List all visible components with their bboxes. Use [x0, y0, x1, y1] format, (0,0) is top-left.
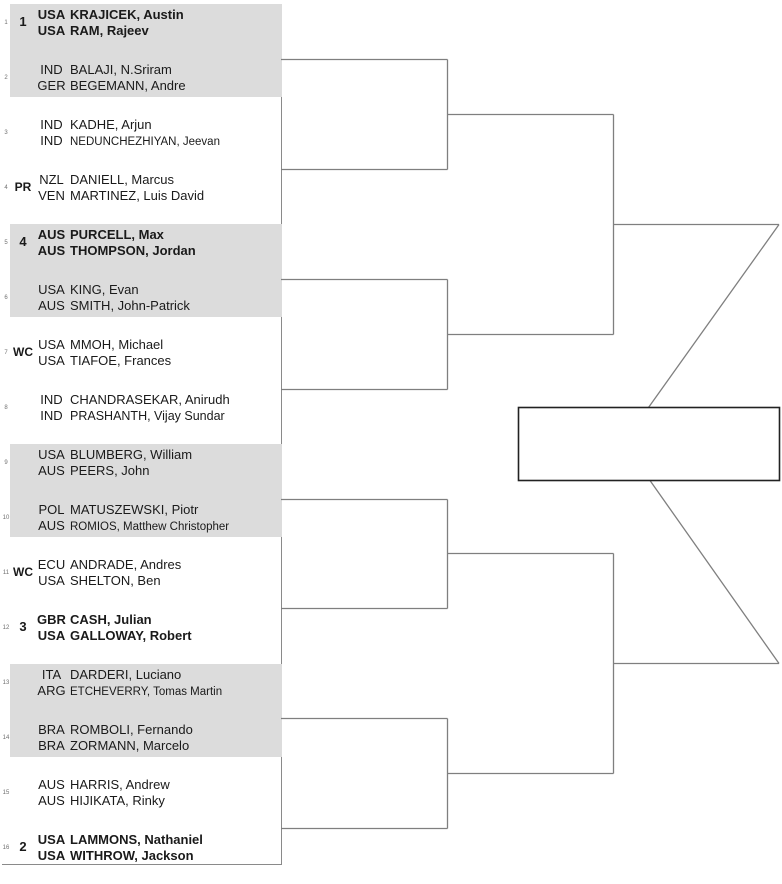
player-line — [36, 848, 194, 864]
player-name: MMOH, Michael — [70, 337, 164, 352]
country-code: ECU — [37, 557, 66, 572]
player-name: KRAJICEK, Austin — [70, 7, 184, 22]
draw-entry — [0, 829, 281, 884]
player-name: MATUSZEWSKI, Piotr — [70, 502, 199, 517]
draw-entry — [0, 444, 281, 499]
player-line — [36, 172, 174, 188]
player-name: WITHROW, Jackson — [70, 848, 194, 863]
draw-entry — [0, 664, 281, 719]
country-code: USA — [37, 628, 66, 643]
player-line — [36, 557, 181, 573]
player-line — [36, 392, 230, 408]
bracket-connector-diagonal — [650, 481, 779, 664]
player-line — [36, 78, 186, 94]
draw-entry — [0, 389, 281, 444]
player-name: SMITH, John-Patrick — [70, 298, 190, 313]
seed-label: 4 — [19, 234, 27, 249]
player-line — [36, 573, 161, 589]
player-line — [36, 463, 150, 479]
player-name: PRASHANTH, Vijay Sundar — [70, 409, 225, 423]
country-code: GER — [37, 78, 66, 93]
country-code: USA — [37, 848, 66, 863]
player-line — [36, 243, 196, 259]
draw-position-number: 13 — [2, 680, 10, 686]
player-name: BALAJI, N.Sriram — [70, 62, 172, 77]
player-line — [36, 23, 149, 39]
player-name: DARDERI, Luciano — [70, 667, 182, 682]
country-code: POL — [38, 502, 65, 517]
player-name: ROMBOLI, Fernando — [70, 722, 193, 737]
country-code: GBR — [37, 612, 66, 627]
player-name: HIJIKATA, Rinky — [70, 793, 165, 808]
country-code: USA — [38, 447, 65, 462]
country-code: IND — [40, 117, 63, 132]
player-line — [36, 62, 172, 78]
player-name: BEGEMANN, Andre — [70, 78, 186, 93]
draw-position-number: 2 — [4, 75, 8, 81]
draw-entry — [0, 609, 281, 664]
player-name: HARRIS, Andrew — [70, 777, 170, 792]
player-name: CASH, Julian — [70, 612, 152, 627]
player-name: BLUMBERG, William — [70, 447, 193, 462]
player-name: SHELTON, Ben — [70, 573, 161, 588]
draw-entry — [0, 59, 281, 114]
country-code: USA — [37, 7, 66, 22]
country-code: USA — [38, 573, 65, 588]
country-code: IND — [40, 62, 63, 77]
country-code: IND — [40, 408, 63, 423]
player-line — [36, 832, 203, 848]
seed-label: 2 — [19, 839, 27, 854]
player-line — [36, 117, 152, 133]
player-name: ROMIOS, Matthew Christopher — [70, 521, 230, 533]
country-code: USA — [38, 337, 65, 352]
draw-entry — [0, 554, 281, 609]
player-name: THOMPSON, Jordan — [70, 243, 196, 258]
player-name: RAM, Rajeev — [70, 23, 149, 38]
player-line — [36, 227, 164, 243]
player-name: DANIELL, Marcus — [70, 172, 175, 187]
country-code: AUS — [37, 227, 66, 242]
country-code: USA — [37, 832, 66, 847]
draw-position-number: 12 — [2, 625, 10, 631]
country-code: AUS — [38, 518, 65, 533]
draw-position-number: 1 — [4, 20, 8, 26]
draw-position-number: 4 — [4, 185, 8, 191]
draw-position-number: 7 — [4, 350, 8, 356]
player-name: MARTINEZ, Luis David — [70, 188, 205, 203]
player-line — [36, 777, 170, 793]
country-code: USA — [37, 23, 66, 38]
entry-status-label: WC — [13, 565, 33, 579]
seed-label: 3 — [19, 619, 27, 634]
draw-entry — [0, 114, 281, 169]
player-name: CHANDRASEKAR, Anirudh — [70, 392, 230, 407]
draw-position-number: 16 — [2, 845, 10, 851]
player-line — [36, 337, 163, 353]
player-name: ANDRADE, Andres — [70, 557, 182, 572]
bracket-connector-diagonal — [649, 225, 780, 408]
player-line — [36, 628, 192, 644]
player-name: ZORMANN, Marcelo — [70, 738, 190, 753]
player-line — [36, 282, 139, 298]
draw-position-number: 6 — [4, 295, 8, 301]
draw-position-number: 8 — [4, 405, 8, 411]
draw-entry — [0, 719, 281, 774]
player-name: ETCHEVERRY, Tomas Martin — [70, 686, 223, 698]
draw-position-number: 14 — [2, 735, 10, 741]
player-name: GALLOWAY, Robert — [70, 628, 192, 643]
player-name: NEDUNCHEZHIYAN, Jeevan — [70, 136, 220, 148]
country-code: ARG — [37, 683, 66, 698]
player-line — [36, 793, 165, 809]
draw-entry — [0, 4, 281, 59]
player-name: KADHE, Arjun — [70, 117, 152, 132]
draw-entry — [0, 334, 281, 389]
draw-entry — [0, 169, 281, 224]
player-line — [36, 188, 204, 204]
draw-position-number: 15 — [2, 790, 10, 796]
seed-label: 1 — [19, 14, 27, 29]
player-line — [36, 298, 190, 314]
draw-entry — [0, 224, 281, 279]
player-name: TIAFOE, Frances — [70, 353, 172, 368]
entry-status-label: PR — [14, 180, 32, 194]
player-line — [36, 133, 220, 149]
player-line — [36, 7, 184, 23]
draw-position-number: 11 — [2, 570, 10, 576]
draw-entry — [0, 774, 281, 829]
draw-position-number: 5 — [4, 240, 8, 246]
country-code: NZL — [39, 172, 64, 187]
country-code: USA — [38, 282, 65, 297]
draw-entry — [0, 499, 281, 554]
draw-entry — [0, 279, 281, 334]
draw-position-number: 3 — [4, 130, 8, 136]
player-name: PURCELL, Max — [70, 227, 164, 242]
player-name: LAMMONS, Nathaniel — [70, 832, 203, 847]
player-line — [36, 447, 192, 463]
draw-position-number: 9 — [4, 460, 8, 466]
country-code: AUS — [38, 793, 65, 808]
country-code: BRA — [38, 722, 65, 737]
player-line — [36, 738, 189, 754]
player-line — [36, 612, 152, 628]
player-line — [36, 722, 193, 738]
player-name: KING, Evan — [70, 282, 139, 297]
entry-status-label: WC — [13, 345, 33, 359]
country-code: USA — [38, 353, 65, 368]
country-code: BRA — [38, 738, 65, 753]
draw-position-number: 10 — [2, 515, 10, 521]
player-line — [36, 353, 171, 369]
player-name: PEERS, John — [70, 463, 150, 478]
player-line — [36, 518, 229, 534]
country-code: AUS — [38, 777, 65, 792]
country-code: AUS — [38, 298, 65, 313]
country-code: AUS — [37, 243, 66, 258]
country-code: IND — [40, 392, 63, 407]
player-line — [36, 683, 222, 699]
country-code: IND — [40, 133, 63, 148]
champion-box — [519, 408, 780, 481]
player-line — [36, 408, 225, 424]
player-line — [36, 667, 181, 683]
country-code: ITA — [41, 667, 62, 682]
country-code: AUS — [38, 463, 65, 478]
country-code: VEN — [38, 188, 65, 203]
player-line — [36, 502, 198, 518]
